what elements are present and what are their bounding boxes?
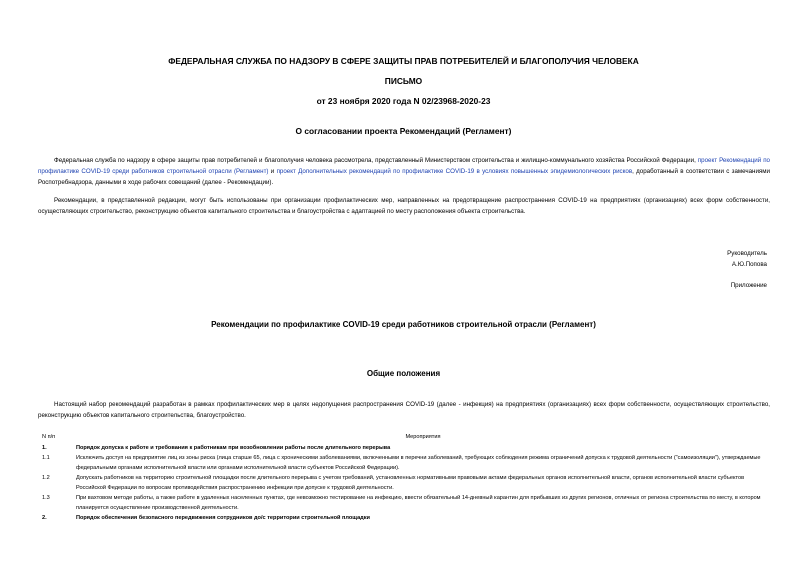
measures-table — [38, 433, 770, 524]
table-header-row — [38, 433, 770, 443]
table-row — [38, 514, 770, 524]
row-number: 1. — [42, 444, 47, 451]
document-subject: О согласовании проекта Рекомендаций (Регламент) — [295, 126, 512, 136]
table-row — [38, 444, 770, 454]
column-header-number: N п/п — [42, 434, 56, 440]
link-recommendations-project[interactable]: проект Рекомендаций по профилактике COVID-19 среди работников строительной отрасли (Регламент) — [38, 157, 770, 175]
document-type: ПИСЬМО — [384, 76, 423, 86]
row-text: Порядок обеспечения безопасного передвижения сотрудников до/с территории строительной площадки — [76, 515, 370, 521]
paragraph-1 — [38, 155, 770, 188]
row-text: Исключить доступ на предприятие лиц из зоны риска (лица старше 65, лица с хроническими заболеваниями, включенными в перечни заболеваний, требующих соблюдения режима ограничений допуска к трудовой деятельности ("самоизоляции"), утверждаемые федеральными органами исполнительной власти или органами исполнительной власти субъектов Российской Федерации). — [76, 455, 761, 471]
appendix-intro: Настоящий набор рекомендаций разработан в рамках профилактических мер в целях недопущения распространения COVID-19 (далее - инфекция) на предприятиях (организациях) всех форм собственности, осуществляющих строительство, реконструкцию объектов капитального строительства, благоустройство. — [38, 401, 770, 419]
row-number: 1.2 — [42, 475, 50, 481]
document-date-number: от 23 ноября 2020 года N 02/23968-2020-23 — [316, 96, 491, 106]
row-text: При вахтовом методе работы, а также работе в удаленных населенных пунктах, где невозможно тестирование на инфекцию, ввести обязательный 14-дневный карантин для прибывших из других регионов, отличных от региона строительства по месту, в котором планируется осуществление производственной деятельности. — [76, 495, 761, 511]
row-text: Допускать работников на территорию строительной площадки после длительного перерыва с учетом требований, установленных нормативными правовыми актами федеральных органов исполнительной власти, органов исполнительной власти субъектов Российской Федерации по вопросам противодействия распространению инфекции при допуске к трудовой деятельности. — [76, 475, 745, 491]
paragraph-2: Рекомендации, в представленной редакции, могут быть использованы при организации профилактических мер, направленных на предотвращение распространения COVID-19 на предприятиях (организациях) всех форм собственности, осуществляющих строительство, реконструкцию объектов капитального строительства и благоустройства с адаптацией по месту расположения объекта строительства. — [38, 197, 770, 215]
agency-title: ФЕДЕРАЛЬНАЯ СЛУЖБА ПО НАДЗОРУ В СФЕРЕ ЗАЩИТЫ ПРАВ ПОТРЕБИТЕЛЕЙ И БЛАГОПОЛУЧИЯ ЧЕЛОВЕКА — [168, 56, 639, 66]
paragraph-1-start: Федеральная служба по надзору в сфере защиты прав потребителей и благополучия человека рассмотрела, представленный Министерством строительства и жилищно-коммунального хозяйства Российской Федерации, — [54, 157, 698, 164]
table-row — [38, 494, 770, 513]
table-row — [38, 474, 770, 493]
column-header-measures: Мероприятия — [405, 434, 441, 440]
paragraph-1-mid: и — [268, 168, 277, 175]
row-number: 2. — [42, 515, 47, 521]
row-number: 1.3 — [42, 495, 50, 501]
row-number: 1.1 — [42, 455, 50, 461]
signature-title: Руководитель — [727, 250, 767, 257]
table-row — [38, 454, 770, 473]
signature-name: А.Ю.Попова — [731, 261, 767, 268]
appendix-label: Приложение — [730, 282, 767, 289]
appendix-title: Рекомендации по профилактике COVID-19 среди работников строительной отрасли (Регламент) — [211, 320, 596, 329]
paragraph-1-end: , доработанный в соответствии с замечаниями Роспотребнадзора, данными в ходе рабочих совещаний (далее - Рекомендации). — [38, 168, 770, 186]
row-text: Порядок допуска к работе и требования к работникам при возобновлении работы после длительного перерыва — [76, 444, 391, 451]
section-title: Общие положения — [366, 369, 441, 378]
link-additional-recommendations-project[interactable]: проект Дополнительных рекомендаций по профилактике COVID-19 в условиях повышенных эпидемиологических рисков — [276, 168, 633, 175]
